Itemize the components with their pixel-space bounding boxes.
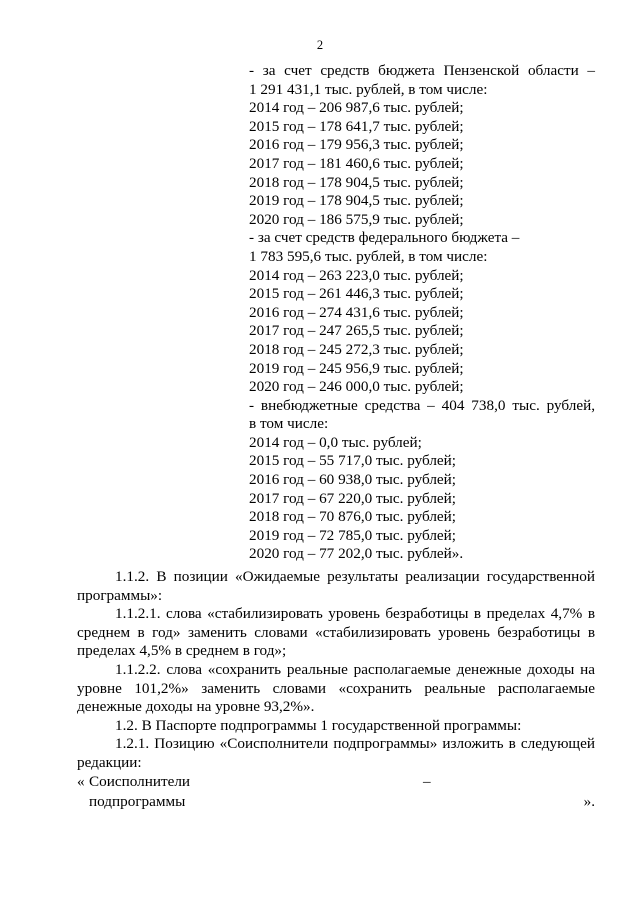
extrabudgetary-year-line: 2016 год – 60 938,0 тыс. рублей; bbox=[249, 471, 457, 489]
paragraph-1-1-2-2: 1.1.2.2. слова «сохранить реальные располагаемые денежные доходы на уровне 101,2%» заменить словами «сохранить реальные располагаемые денежные доходы на уровне 93,2%». bbox=[77, 660, 595, 716]
regional-year-line: 2015 год – 178 641,7 тыс. рублей; bbox=[249, 117, 464, 135]
federal-year-line: 2017 год – 247 265,5 тыс. рублей; bbox=[249, 322, 464, 340]
paragraph-1-2: 1.2. В Паспорте подпрограммы 1 государственной программы: bbox=[115, 716, 522, 734]
regional-budget-total: 1 291 431,1 тыс. рублей, в том числе: bbox=[249, 80, 488, 98]
closing-quote: ». bbox=[583, 792, 595, 810]
extrabudgetary-year-line: 2019 год – 72 785,0 тыс. рублей; bbox=[249, 526, 457, 544]
extrabudgetary-subheading: в том числе: bbox=[249, 415, 329, 433]
federal-year-line: 2018 год – 245 272,3 тыс. рублей; bbox=[249, 340, 464, 358]
extrabudgetary-year-line: 2015 год – 55 717,0 тыс. рублей; bbox=[249, 452, 457, 470]
federal-budget-heading: - за счет средств федерального бюджета – bbox=[249, 229, 520, 247]
federal-year-line: 2020 год – 246 000,0 тыс. рублей; bbox=[249, 378, 464, 396]
funding-list bbox=[249, 62, 595, 564]
extrabudgetary-year-line: 2018 год – 70 876,0 тыс. рублей; bbox=[249, 508, 457, 526]
extrabudgetary-year-line: 2020 год – 77 202,0 тыс. рублей». bbox=[249, 545, 464, 563]
paragraph-1-1-2-1: 1.1.2.1. слова «стабилизировать уровень безработицы в пределах 4,7% в среднем в год» заменить словами «стабилизировать уровень безработицы в пределах 4,5% в среднем в год»; bbox=[77, 605, 595, 660]
co-executors-dash: – bbox=[423, 773, 431, 790]
co-executors-row bbox=[77, 773, 595, 813]
regional-year-line: 2014 год – 206 987,6 тыс. рублей; bbox=[249, 99, 464, 117]
federal-budget-total: 1 783 595,6 тыс. рублей, в том числе: bbox=[249, 247, 488, 265]
page-number: 2 bbox=[316, 38, 324, 52]
federal-year-line: 2014 год – 263 223,0 тыс. рублей; bbox=[249, 266, 464, 284]
regional-year-line: 2017 год – 181 460,6 тыс. рублей; bbox=[249, 154, 464, 172]
regional-year-line: 2020 год – 186 575,9 тыс. рублей; bbox=[249, 210, 464, 228]
extrabudgetary-year-line: 2017 год – 67 220,0 тыс. рублей; bbox=[249, 489, 457, 507]
co-executors-label-cont: подпрограммы bbox=[89, 792, 186, 810]
federal-year-line: 2015 год – 261 446,3 тыс. рублей; bbox=[249, 285, 464, 303]
regional-year-line: 2018 год – 178 904,5 тыс. рублей; bbox=[249, 173, 464, 191]
opening-quote: « bbox=[77, 773, 85, 790]
regional-budget-heading: - за счет средств бюджета Пензенской области – bbox=[249, 62, 595, 79]
regional-year-line: 2019 год – 178 904,5 тыс. рублей; bbox=[249, 192, 464, 210]
extrabudgetary-year-line: 2014 год – 0,0 тыс. рублей; bbox=[249, 433, 422, 451]
paragraph-1-1-2: 1.1.2. В позиции «Ожидаемые результаты реализации государственной программы»: bbox=[77, 568, 595, 604]
federal-year-line: 2019 год – 245 956,9 тыс. рублей; bbox=[249, 359, 464, 377]
amendments-text bbox=[77, 568, 595, 773]
extrabudgetary-heading: - внебюджетные средства – 404 738,0 тыс. рублей, bbox=[249, 396, 595, 414]
regional-year-line: 2016 год – 179 956,3 тыс. рублей; bbox=[249, 136, 464, 154]
federal-year-line: 2016 год – 274 431,6 тыс. рублей; bbox=[249, 303, 464, 321]
paragraph-1-2-1: 1.2.1. Позицию «Соисполнители подпрограммы» изложить в следующей редакции: bbox=[77, 735, 595, 771]
co-executors-label: Соисполнители bbox=[89, 773, 191, 790]
